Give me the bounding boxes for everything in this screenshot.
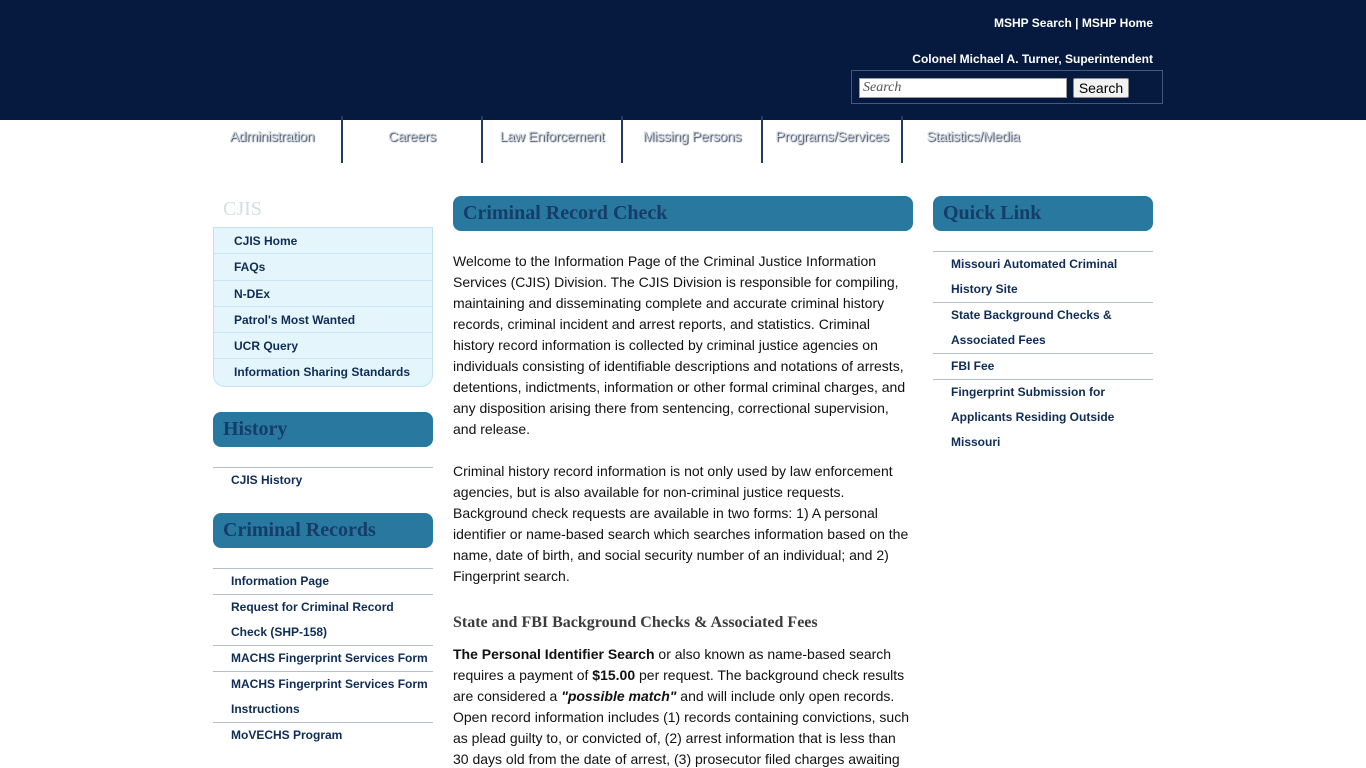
personal-identifier-paragraph — [453, 644, 915, 768]
search-button[interactable]: Search — [1073, 78, 1129, 98]
page-title: Criminal Record Check — [453, 196, 913, 231]
quick-link-state-background-fees[interactable]: State Background Checks & Associated Fees — [933, 303, 1153, 354]
nav-administration[interactable]: Administration — [203, 116, 343, 163]
records-item-information-page[interactable]: Information Page — [213, 569, 433, 595]
p3-text1: or also known as name-based search requires a payment of — [453, 646, 892, 683]
fee-amount: $15.00 — [592, 667, 636, 683]
nav-careers[interactable]: Careers — [343, 116, 483, 163]
top-links-separator: | — [1071, 16, 1082, 30]
records-item-machs-instructions[interactable]: MACHS Fingerprint Services Form Instructions — [213, 672, 433, 723]
quick-link-fingerprint-outside-mo[interactable]: Fingerprint Submission for Applicants Residing Outside Missouri — [951, 385, 1115, 449]
mshp-search-link[interactable]: MSHP Search — [994, 16, 1072, 30]
search-box — [851, 70, 1163, 104]
search-input[interactable] — [859, 78, 1067, 98]
p3-text2: per request. The background check results are considered a — [453, 667, 905, 704]
personal-identifier-bold: The Personal Identifier Search — [453, 646, 655, 662]
nav-programs-services[interactable]: Programs/Services — [763, 116, 903, 163]
intro-paragraph: Welcome to the Information Page of the Criminal Justice Information Services (CJIS) Division. The CJIS Division is responsible for compiling, maintaining and disseminating complete and accurate criminal history records, criminal incident and arrest reports, and statistics. Criminal history record information is collected by criminal justice agencies on individuals consisting of identifiable descriptions and notations of arrests, detentions, indictments, information or other formal criminal charges, and any disposition arising there from sentencing, correctional supervision, and release. — [453, 253, 906, 437]
quick-link-list — [933, 251, 1153, 455]
cjis-menu-item-home[interactable]: CJIS Home — [214, 228, 432, 254]
history-list — [213, 467, 433, 493]
p3-text3: and will include only open records. Open record information includes (1) records containing convictions, such as plead guilty to, or convicted of, (2) arrest information that is less than 30 days old from the date of arrest, (3) prosecutor filed charges awaiting — [453, 688, 910, 767]
cjis-menu-item-ndex[interactable]: N-DEx — [214, 281, 432, 307]
quick-link-fbi-fee[interactable]: FBI Fee — [933, 354, 1153, 380]
cjis-menu — [213, 227, 433, 387]
nav-law-enforcement[interactable]: Law Enforcement — [483, 116, 623, 163]
mshp-home-link[interactable]: MSHP Home — [1081, 16, 1153, 30]
nav-missing-persons[interactable]: Missing Persons — [623, 116, 763, 163]
quick-link-heading: Quick Link — [933, 196, 1153, 231]
site-header — [0, 0, 1366, 120]
criminal-records-list — [213, 568, 433, 748]
cjis-menu-item-faqs[interactable]: FAQs — [214, 254, 432, 280]
history-heading: History — [213, 412, 433, 447]
cjis-menu-item-ucr-query[interactable]: UCR Query — [214, 333, 432, 359]
top-links — [994, 16, 1153, 30]
quick-link-macch-site[interactable]: Missouri Automated Criminal History Site — [933, 252, 1153, 303]
superintendent-text: Colonel Michael A. Turner, Superintendent — [912, 52, 1153, 66]
cjis-menu-item-most-wanted[interactable]: Patrol's Most Wanted — [214, 307, 432, 333]
fees-subheading: State and FBI Background Checks & Associated Fees — [453, 614, 818, 631]
cjis-section-title: CJIS — [223, 198, 262, 220]
records-item-movechs[interactable]: MoVECHS Program — [231, 728, 343, 742]
main-nav — [203, 116, 1043, 163]
cjis-menu-item-info-sharing[interactable]: Information Sharing Standards — [234, 365, 411, 380]
records-item-request-shp158[interactable]: Request for Criminal Record Check (SHP-158) — [213, 595, 433, 646]
nav-statistics-media[interactable]: Statistics/Media — [926, 128, 1020, 144]
background-paragraph: Criminal history record information is not only used by law enforcement agencies, but is also available for non-criminal justice requests. Background check requests are available in two forms: 1) A personal identifier or name-based search which searches information based on the name, date of birth, and social security number of an individual; and 2) Fingerprint search. — [453, 463, 909, 584]
criminal-records-heading: Criminal Records — [213, 513, 433, 548]
possible-match-text: "possible match" — [561, 688, 677, 704]
records-item-machs-form[interactable]: MACHS Fingerprint Services Form — [213, 646, 433, 672]
history-item-cjis-history[interactable]: CJIS History — [231, 473, 303, 487]
